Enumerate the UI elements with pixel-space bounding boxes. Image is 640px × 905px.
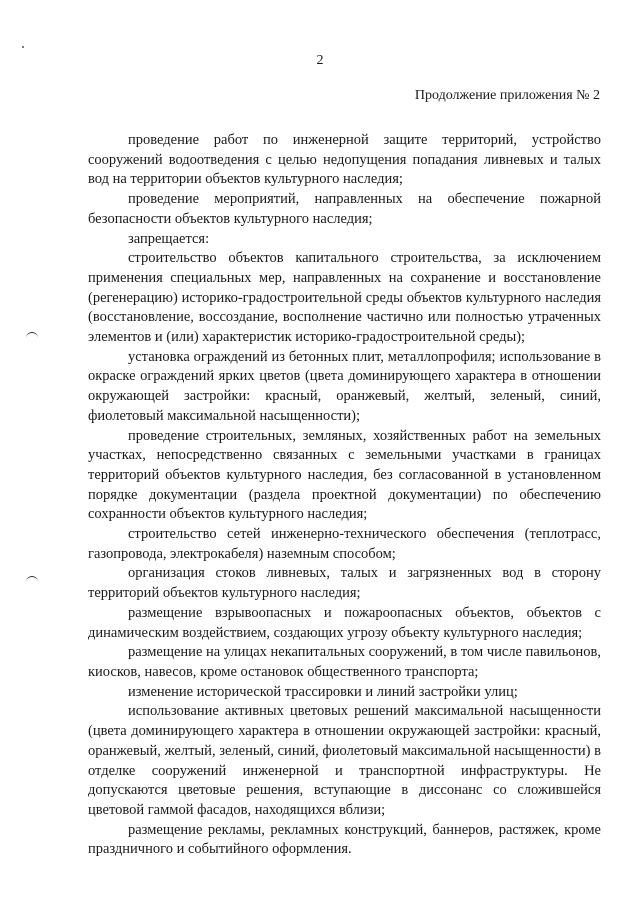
paragraph: установка ограждений из бетонных плит, металлопрофиля; использование в окраске ограждений ярких цветов (цвета доминирующего характера в отношении окружающей застройки: красный, оранжевый, желтый, зеленый, синий, фиолетовый максимальной насыщенности); — [88, 348, 601, 424]
paragraph: размещение рекламы, рекламных конструкций, баннеров, растяжек, кроме праздничного и событийного оформления. — [88, 821, 601, 858]
scan-margin-mark — [26, 576, 38, 583]
paragraph: проведение работ по инженерной защите территорий, устройство сооружений водоотведения с целью недопущения попадания ливневых и талых вод на территории объектов культурного наследия; — [88, 132, 601, 188]
page-number: 2 — [316, 53, 324, 68]
paragraph: строительство сетей инженерно-технического обеспечения (теплотрасс, газопровода, электрокабеля) наземным способом; — [88, 526, 601, 562]
scan-margin-mark — [26, 332, 38, 339]
document-body — [88, 131, 601, 860]
paragraph: размещение на улицах некапитальных сооружений, в том числе павильонов, киосков, навесов, кроме остановок общественного транспорта; — [88, 644, 601, 680]
paragraph: строительство объектов капитального строительства, за исключением применения специальных мер, направленных на сохранение и восстановление (регенерацию) историко-градостроительной среды объектов культурного наследия (восстановление, воссоздание, восполнение частично или полностью утраченных элементов и (или) характеристик историко-градостроительной среды); — [88, 250, 601, 346]
paragraph: проведение строительных, земляных, хозяйственных работ на земельных участках, непосредственно связанных с земельными участками в границах территорий объектов культурного наследия, без согласованной в установленном порядке документации (раздела проектной документации) по обеспечению сохранности объектов культурного наследия; — [88, 427, 601, 523]
paragraph: проведение мероприятий, направленных на обеспечение пожарной безопасности объектов культурного наследия; — [88, 191, 601, 227]
paragraph: организация стоков ливневых, талых и загрязненных вод в сторону территорий объектов культурного наследия; — [88, 565, 601, 602]
paragraph: размещение взрывоопасных и пожароопасных объектов, объектов с динамическим воздействием, создающих угрозу объекту культурного наследия; — [88, 604, 601, 641]
appendix-continuation-header: Продолжение приложения № 2 — [414, 88, 600, 103]
scan-speck — [22, 46, 24, 48]
paragraph: запрещается: — [128, 230, 210, 247]
paragraph: изменение исторической трассировки и линий застройки улиц; — [128, 683, 518, 700]
paragraph: использование активных цветовых решений максимальной насыщенности (цвета доминирующего характера в отношении окружающей застройки: красный, оранжевый, желтый, зеленый, синий, фиолетовый максимальной насыщенности) в отделке сооружений инженерной и транспортной инфраструктуры. Не допускаются цветовые решения, вступающие в диссонанс со сложившейся цветовой гаммой фасадов, находящихся вблизи; — [88, 703, 601, 818]
